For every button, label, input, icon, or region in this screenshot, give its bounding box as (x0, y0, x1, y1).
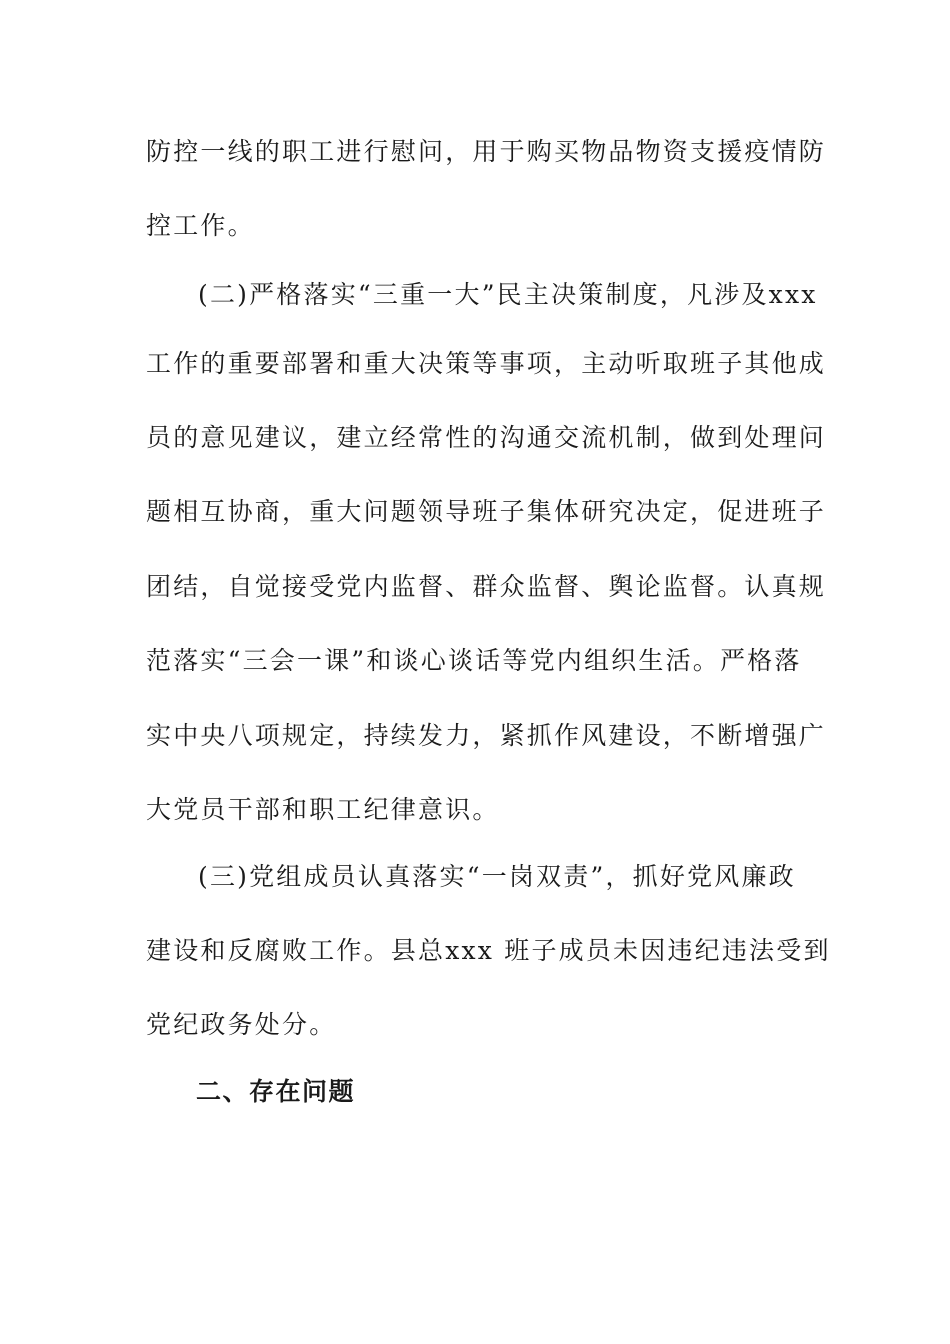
text-line: 控工作。 (146, 211, 255, 240)
text-line: 范落实“三会一课”和谈心谈话等党内组织生活。严格落 (146, 646, 802, 675)
text-line: 防控一线的职工进行慰问，用于购买物品物资支援疫情防 (146, 137, 827, 166)
text-line: 团结，自觉接受党内监督、群众监督、舆论监督。认真规 (146, 572, 827, 601)
text-line: 建设和反腐败工作。县总xxx 班子成员未因违纪违法受到 (146, 936, 831, 965)
text-line: 题相互协商，重大问题领导班子集体研究决定，促进班子 (146, 497, 827, 526)
text-line: 党纪政务处分。 (146, 1010, 337, 1039)
paragraph-start-line: (三)党组成员认真落实“一岗双责”，抓好党风廉政 (198, 862, 796, 891)
text-line: 实中央八项规定，持续发力，紧抓作风建设，不断增强广 (146, 721, 827, 750)
paragraph-start-line: (二)严格落实“三重一大”民主决策制度，凡涉及xxx (198, 280, 818, 309)
text-line: 工作的重要部署和重大决策等事项，主动听取班子其他成 (146, 349, 827, 378)
text-line: 员的意见建议，建立经常性的沟通交流机制，做到处理问 (146, 423, 827, 452)
section-heading: 二、存在问题 (196, 1077, 356, 1106)
text-line: 大党员干部和职工纪律意识。 (146, 795, 500, 824)
